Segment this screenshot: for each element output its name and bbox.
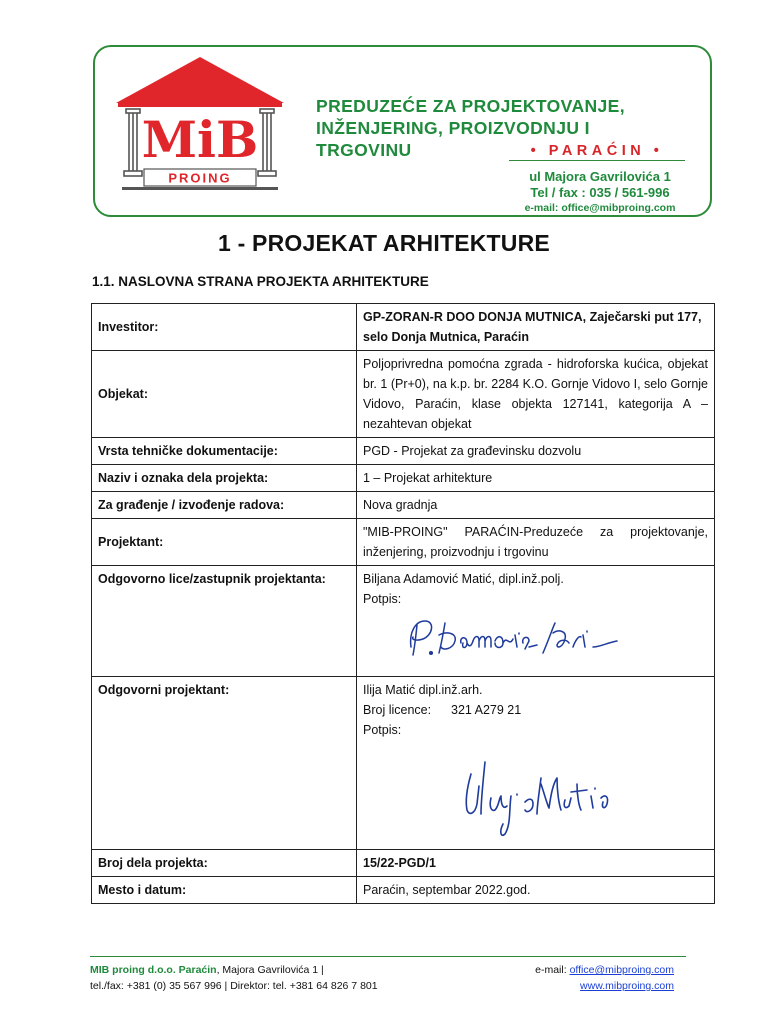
mesto-datum-value: Paraćin, septembar 2022.god. (357, 877, 715, 904)
table-row-objekat (92, 351, 715, 438)
odgovorni-projektant-name: Ilija Matić dipl.inž.arh. (363, 683, 483, 697)
logo-text: MiB (141, 110, 259, 169)
company-name-line: TRGOVINU (316, 140, 412, 160)
signature-label: Potpis: (363, 723, 402, 737)
license-label: Broj licence: (363, 703, 432, 717)
license-line (363, 700, 708, 720)
table-row-projektant (92, 519, 715, 566)
row-label: Odgovorno lice/zastupnik projektanta: (92, 566, 357, 677)
footer-website-link[interactable]: www.mibproing.com (580, 980, 674, 992)
letterhead-street: ul Majora Gavrilovića 1 (529, 169, 671, 184)
document-title: 1 - PROJEKAT ARHITEKTURE (218, 230, 550, 256)
letterhead-contact (500, 169, 700, 215)
naziv-value: 1 – Projekat arhitekture (357, 465, 715, 492)
signature-label: Potpis: (363, 592, 402, 606)
broj-dela-value: 15/22-PGD/1 (357, 850, 715, 877)
signature-matic (445, 744, 629, 842)
odgovorno-lice-cell (357, 566, 715, 677)
row-label: Vrsta tehničke dokumentacije: (92, 438, 357, 465)
projektant-value: "MIB-PROING" PARAĆIN-Preduzeće za projektovanje, inženjering, proizvodnju i trgovinu (357, 519, 715, 566)
objekat-value: Poljoprivredna pomoćna zgrada - hidroforska kućica, objekat br. 1 (Pr+0), na k.p. br. 2284 K.O. Gornje Vidovo I, selo Gornje Vidovo, Paraćin, klase objekta 127141, kategorija A – nezahtevan objekat (357, 351, 715, 438)
row-label: Mesto i datum: (92, 877, 357, 904)
letterhead (93, 45, 712, 217)
footer-right (535, 962, 674, 994)
footer-left (90, 962, 378, 994)
table-row-odgovorni-projektant (92, 677, 715, 850)
footer-email-label: e-mail: (535, 964, 570, 976)
signature-adamovic (403, 613, 633, 665)
table-row-mesto-datum (92, 877, 715, 904)
row-label: Broj dela projekta: (92, 850, 357, 877)
letterhead-phone: Tel / fax : 035 / 561-996 (530, 185, 670, 200)
footer-company-line (90, 962, 378, 978)
section-title: 1.1. NASLOVNA STRANA PROJEKTA ARHITEKTURE (92, 274, 429, 289)
table-row-odgovorno-lice (92, 566, 715, 677)
odgovorno-lice-name: Biljana Adamović Matić, dipl.inž.polj. (363, 572, 564, 586)
odgovorni-projektant-cell (357, 677, 715, 850)
table-row-vrsta (92, 438, 715, 465)
project-info-table (91, 303, 715, 904)
row-label: Investitor: (92, 304, 357, 351)
company-logo (112, 53, 288, 213)
vrsta-value: PGD - Projekat za građevinsku dozvolu (357, 438, 715, 465)
company-name-line: INŽENJERING, PROIZVODNJU I (316, 118, 590, 138)
footer-address: , Majora Gavrilovića 1 | (216, 964, 324, 976)
table-row-broj-dela (92, 850, 715, 877)
footer-company: MIB proing d.o.o. Paraćin (90, 964, 217, 976)
row-label: Objekat: (92, 351, 357, 438)
letterhead-email: e-mail: office@mibproing.com (524, 202, 676, 214)
footer-email-link[interactable]: office@mibproing.com (569, 964, 674, 976)
license-number: 321 A279 21 (451, 703, 522, 717)
row-label: Naziv i oznaka dela projekta: (92, 465, 357, 492)
table-row-investitor (92, 304, 715, 351)
row-label: Projektant: (92, 519, 357, 566)
footer-email-line (535, 962, 674, 978)
investitor-value: GP-ZORAN-R DOO DONJA MUTNICA, Zaječarski put 177, selo Donja Mutnica, Paraćin (357, 304, 715, 351)
footer-divider (90, 956, 686, 957)
gradjenje-value: Nova gradnja (357, 492, 715, 519)
table-row-naziv (92, 465, 715, 492)
row-label: Odgovorni projektant: (92, 677, 357, 850)
city-badge: • PARAĆIN • (509, 143, 685, 161)
logo-subtext: PROING (168, 170, 232, 186)
footer-phone: tel./fax: +381 (0) 35 567 996 | Direktor: tel. +381 64 826 7 801 (90, 980, 378, 992)
table-row-gradjenje (92, 492, 715, 519)
row-label: Za građenje / izvođenje radova: (92, 492, 357, 519)
company-name-line: PREDUZEĆE ZA PROJEKTOVANJE, (316, 96, 626, 116)
